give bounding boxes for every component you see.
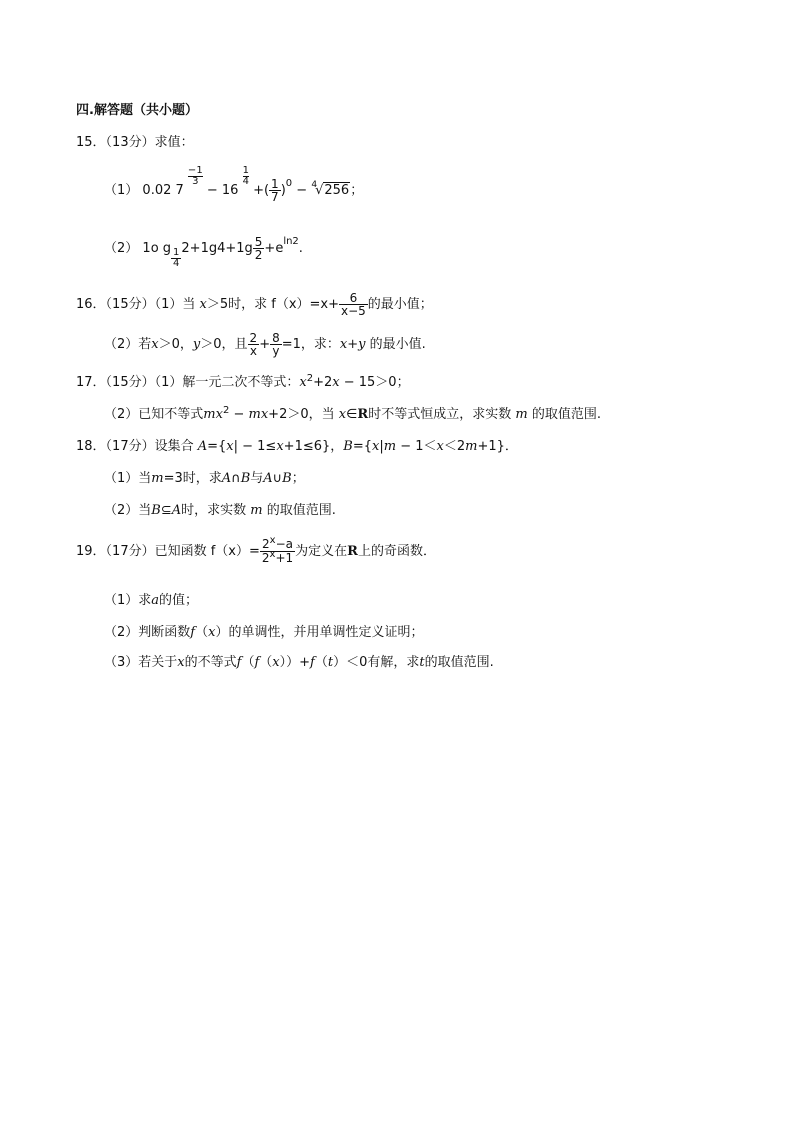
q15-p1-frac-num: 1	[271, 177, 279, 191]
q18-p1-B1: B	[240, 471, 251, 486]
q15-p1-frac	[269, 178, 281, 203]
q19-den-base: 2	[261, 551, 270, 565]
q16-p2-frac2	[270, 332, 282, 357]
q15-p2-log: 1o g	[142, 241, 172, 256]
q15-p1-minus2: −	[296, 183, 308, 198]
q19-p1-text-a: （1）求	[104, 593, 152, 608]
q18-x4: x	[436, 439, 444, 454]
q19-text-a: 19．（17分）已知函数 f（x）=	[76, 544, 260, 559]
q16-p2-f1-den: x	[248, 344, 260, 357]
q19-text-b: 为定义在	[295, 544, 348, 559]
q15-p1-root: $^4$√256	[311, 180, 350, 198]
q19-p2-text-b: （	[195, 625, 209, 640]
q18-text-a: 18．（17分）设集合	[76, 439, 198, 454]
q15-p2-sub-num: 1	[173, 247, 180, 258]
q15-p1-exp2-num: 1	[242, 165, 249, 176]
q18-p2-B: B	[151, 503, 161, 518]
q18-p1-m: m	[151, 471, 164, 486]
q17-p2-text-e: 的取值范围.	[527, 407, 601, 422]
q19-num-tail: −a	[275, 537, 294, 551]
q17-p2-x: x	[338, 407, 347, 422]
q18-text-d: +1≤6}，	[283, 439, 344, 454]
q19-p3-x: x	[177, 655, 185, 670]
q16-p2-text-d: =1，求：	[281, 337, 340, 352]
q18-text-f: |	[379, 439, 384, 454]
q15-p1-root-index: 4	[311, 180, 318, 190]
q18-x3: x	[372, 439, 380, 454]
q18-A: A	[197, 439, 208, 454]
q18-p1-cup: ∪	[272, 471, 283, 486]
q18-B: B	[343, 439, 353, 454]
q17-p2-mx2: mx	[248, 407, 269, 422]
q17-p1-text-b: +2	[313, 375, 333, 390]
q19-p3-t: t	[327, 655, 334, 670]
q15-part2	[104, 236, 303, 270]
q19-p3-text-h: ）＜0有解，求	[333, 655, 420, 670]
q16-p2-text-c: ＞0，且	[200, 337, 248, 352]
q15-p2-label: （2）	[104, 241, 139, 256]
q16-p2-text-a: （2）若	[104, 337, 152, 352]
q18-heading	[76, 440, 518, 453]
q18-text-c: | − 1≤	[233, 439, 277, 454]
q18-text-i: +1}．	[477, 439, 518, 454]
q18-p1-cap: ∩	[231, 471, 241, 486]
q19-p3-text-a: （3）若关于	[104, 655, 178, 670]
q18-p1-text-f: ；	[291, 471, 305, 486]
q18-x1: x	[226, 439, 234, 454]
q15-p1-plus: +(	[253, 183, 270, 198]
q15-p2-frac-den: 2	[254, 248, 263, 262]
q16-p1-x: x	[199, 297, 207, 312]
q16-p1-frac	[339, 292, 368, 317]
q17-p1-x: x	[299, 375, 307, 390]
q15-p1-exp2-den: 4	[242, 176, 249, 187]
q15-p1-exp2	[243, 166, 249, 187]
q19-p3-t2: t	[419, 655, 425, 670]
q18-p1-A2: A	[263, 471, 273, 486]
q18-text-e: ={	[352, 439, 373, 454]
q18-p1-text-b: =3时，求	[163, 471, 222, 486]
q16-p2-x: x	[151, 337, 159, 352]
q18-p2-subset: ⊆	[160, 503, 172, 518]
q15-p1-exp1-den: 3	[188, 176, 203, 187]
q16-p2-plus: +	[259, 337, 271, 352]
q17-p2-text-c: +2＞0，当	[268, 407, 339, 422]
q17-p2-m: m	[515, 407, 528, 422]
q19-den-exp: x	[269, 549, 276, 560]
q18-p1-text-a: （1）当	[104, 471, 152, 486]
q19-p3-x2: x	[272, 655, 280, 670]
q15-p1-radicand: 256	[324, 183, 350, 198]
q19-p3-text-i: 的取值范围.	[424, 655, 494, 670]
q18-p2-text-c: 的取值范围.	[262, 503, 336, 518]
q18-part1	[104, 472, 305, 485]
q15-p1-frac-den: 7	[271, 190, 279, 204]
q15-p1-exp3: 0	[285, 178, 293, 189]
q19-frac-num	[260, 535, 295, 551]
q15-p1-close: )	[280, 183, 286, 198]
q15-part1	[104, 165, 364, 208]
q15-p2-mid: 2+1g4+1g	[181, 241, 253, 256]
q19-num-base: 2	[262, 537, 270, 551]
q18-x2: x	[276, 439, 284, 454]
q19-p3-text-g: （	[314, 655, 328, 670]
q19-p3-f3: f	[310, 655, 315, 670]
q19-p3-text-d: （	[259, 655, 273, 670]
q19-p1-a: a	[151, 593, 160, 608]
q16-p1-frac-den: x−5	[341, 304, 366, 318]
section-title: 四.解答题（共小题）	[76, 103, 198, 118]
q16-p2-frac1	[248, 332, 260, 357]
q17-p2-text-b: −	[229, 407, 249, 422]
q18-text-g: − 1＜	[396, 439, 437, 454]
q17-part2	[104, 405, 601, 422]
q19-p2-x: x	[208, 625, 216, 640]
q15-p2-frac	[253, 236, 265, 261]
q15-p2-exp: ln2	[283, 236, 299, 247]
q18-text-h: ＜2	[443, 439, 466, 454]
q15-p1-exp1-num: 1	[196, 165, 203, 176]
q16-p2-text-e: 的最小值.	[365, 337, 426, 352]
q19-p2-f: f	[190, 625, 196, 640]
q19-part2	[104, 626, 423, 639]
q17-p1-sup: 2	[306, 373, 314, 384]
q16-p1-frac-num: 6	[349, 291, 358, 305]
q19-p3-f1: f	[236, 655, 242, 670]
q15-p1-exp1	[188, 166, 203, 187]
q15-p2-sub-den: 4	[173, 258, 180, 269]
q19-num-exp: x	[269, 535, 276, 546]
q19-frac-den	[260, 551, 295, 565]
q18-m2: m	[465, 439, 478, 454]
q19-p3-text-e: ））+	[279, 655, 311, 670]
q15-heading: 15．（13分）求值：	[76, 135, 194, 150]
q18-p1-A1: A	[221, 471, 232, 486]
q15-p2-log-base	[171, 248, 181, 269]
q15-p1-end: ；	[350, 183, 364, 198]
q16-p2-f1-num: 2	[249, 331, 258, 345]
q16-p1-text-b: ＞5时，求 f（x）=x+	[206, 297, 339, 312]
q16-p1-text-c: 的最小值；	[367, 297, 433, 312]
q18-p1-B2: B	[282, 471, 292, 486]
q19-frac	[260, 535, 295, 565]
q17-p2-text-d: 时不等式恒成立，求实数	[368, 407, 516, 422]
q19-p3-text-b: 的不等式	[184, 655, 237, 670]
q17-part1	[76, 373, 410, 390]
q17-p2-mx: mx	[203, 407, 223, 422]
q18-m1: m	[383, 439, 397, 454]
q18-p1-text-d: 与	[250, 471, 264, 486]
q19-p1-text-b: 的值；	[159, 593, 199, 608]
q19-p2-text-c: ）的单调性，并用单调性定义证明；	[215, 625, 424, 640]
q18-p2-A: A	[171, 503, 182, 518]
q15-p1-exp1-sign: −	[187, 165, 197, 176]
q19-text-c: 上的奇函数．	[357, 544, 436, 559]
q18-p2-m: m	[250, 503, 263, 518]
q17-p2-R: R	[357, 407, 369, 422]
q19-p3-f2: f	[254, 655, 260, 670]
q15-p1-base1: 0.02 7	[142, 183, 184, 198]
q17-p1-text-c: − 15＞0；	[339, 375, 410, 390]
q16-p1-text-a: 16．（15分）（1）当	[76, 297, 200, 312]
q16-part1	[76, 292, 433, 322]
q15-p2-plus-e: +e	[264, 241, 284, 256]
q17-p2-in: ∈	[346, 407, 358, 422]
q15-p1-label: （1）	[104, 183, 139, 198]
q19-p3-text-c: （	[241, 655, 255, 670]
q19-R: R	[347, 544, 358, 559]
q18-p2-text-a: （2）当	[104, 503, 152, 518]
q19-heading	[76, 535, 436, 578]
q17-p1-x2: x	[332, 375, 340, 390]
q19-part3	[104, 656, 494, 669]
q16-p2-xy: x+y	[339, 337, 366, 352]
q18-part2	[104, 504, 336, 517]
q18-p2-text-b: 时，求实数	[181, 503, 251, 518]
q15-p2-end: .	[298, 241, 303, 256]
q19-den-tail: +1	[275, 551, 294, 565]
q16-p2-f2-num: 8	[272, 331, 280, 345]
q15-p2-frac-num: 5	[254, 235, 263, 249]
q17-p2-sup: 2	[222, 405, 230, 416]
q17-p2-text-a: （2）已知不等式	[104, 407, 204, 422]
q16-p2-f2-den: y	[270, 344, 282, 357]
q15-p1-base2: 16	[221, 183, 239, 198]
q16-p2-text-b: ＞0，	[158, 337, 193, 352]
q15-p1-minus: −	[206, 183, 218, 198]
q18-text-b: ={	[207, 439, 227, 454]
q19-part1	[104, 594, 198, 607]
q16-p2-y: y	[192, 337, 201, 352]
q19-p2-text-a: （2）判断函数	[104, 625, 191, 640]
q16-part2	[104, 332, 426, 362]
q17-p1-text-a: 17．（15分）（1）解一元二次不等式：	[76, 375, 300, 390]
